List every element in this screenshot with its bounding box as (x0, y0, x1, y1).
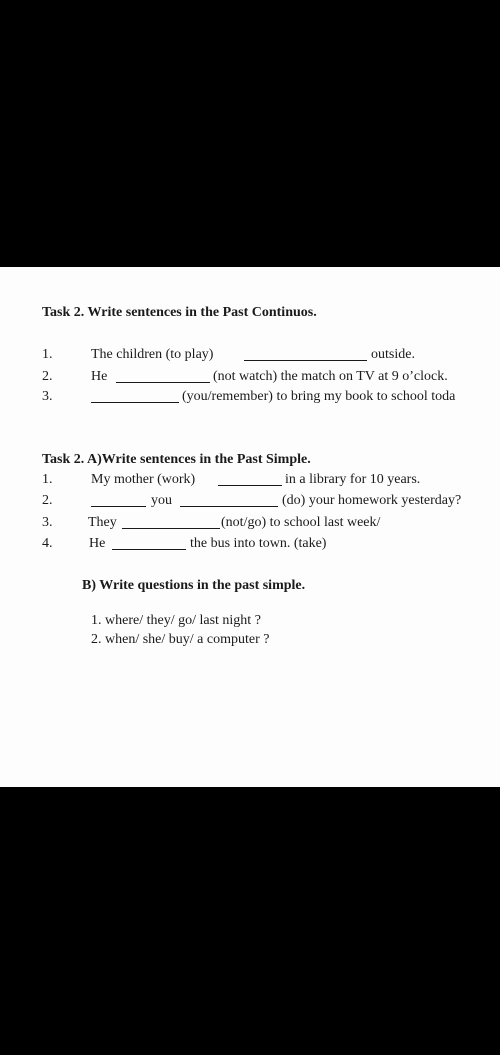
item-number: 4. (42, 536, 53, 551)
worksheet-page (0, 267, 500, 787)
task1-item-1 (0, 347, 500, 365)
partb-title: B) Write questions in the past simple. (82, 578, 306, 593)
item-text: He (89, 536, 106, 551)
item-text: They (88, 515, 117, 530)
answer-blank (218, 485, 282, 486)
item-text: (not/go) to school last week/ (221, 515, 381, 530)
answer-blank (91, 506, 146, 507)
task2-item-4 (0, 536, 500, 554)
task1-title: Task 2. Write sentences in the Past Continuos. (42, 305, 317, 320)
item-number: 2. (42, 493, 53, 508)
item-number: 3. (42, 515, 53, 530)
item-number: 1. (42, 472, 53, 487)
task1-item-3 (0, 389, 500, 407)
answer-blank (244, 360, 367, 361)
task2-item-1 (0, 472, 500, 490)
item-text: My mother (work) (91, 472, 196, 487)
item-text: the bus into town. (take) (190, 536, 327, 551)
item-text: The children (to play) (91, 347, 214, 362)
answer-blank (180, 506, 278, 507)
answer-blank (112, 549, 186, 550)
item-number: 1. (42, 347, 53, 362)
item-text: in a library for 10 years. (285, 472, 421, 487)
item-text: (you/remember) to bring my book to school toda (182, 389, 456, 404)
item-text: (do) your homework yesterday? (282, 493, 462, 508)
item-text: (not watch) the match on TV at 9 o’clock. (213, 369, 448, 384)
item-text: you (151, 493, 172, 508)
answer-blank (122, 528, 220, 529)
item-number: 3. (42, 389, 53, 404)
task2-title: Task 2. A)Write sentences in the Past Simple. (42, 452, 311, 467)
question-2: 2. when/ she/ buy/ a computer ? (91, 632, 270, 647)
answer-blank (91, 402, 179, 403)
item-text: He (91, 369, 108, 384)
question-1: 1. where/ they/ go/ last night ? (91, 613, 261, 628)
item-text: outside. (371, 347, 415, 362)
task1-item-2 (0, 369, 500, 387)
item-number: 2. (42, 369, 53, 384)
answer-blank (116, 382, 210, 383)
task2-item-3 (0, 515, 500, 533)
task2-item-2 (0, 493, 500, 511)
